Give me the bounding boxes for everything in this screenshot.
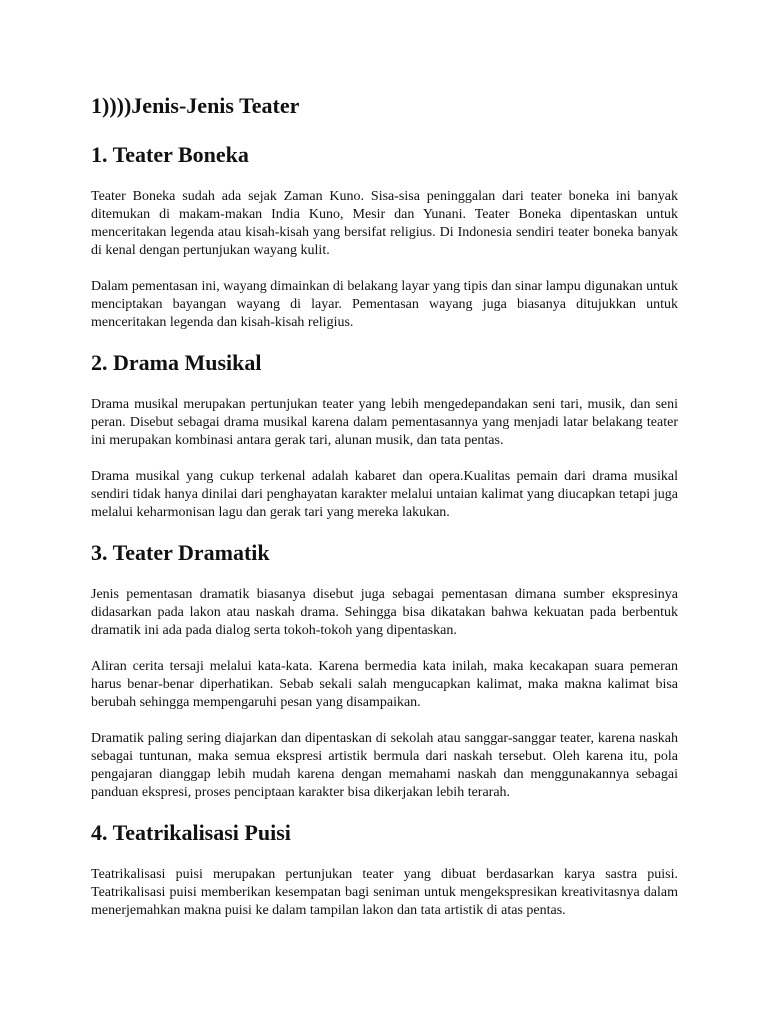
section-heading: 2. Drama Musikal [91,350,262,375]
document-title: 1))))Jenis-Jenis Teater [91,93,300,118]
section-heading: 3. Teater Dramatik [91,540,270,565]
paragraph: Teatrikalisasi puisi merupakan pertunjukan teater yang dibuat berdasarkan karya sastra puisi. Teatrikalisasi puisi memberikan kesempatan bagi seniman untuk mengekspresikan kreativitasnya dalam menerjemahkan makna puisi ke dalam tampilan lakon dan tata artistik di atas pentas. [91,867,678,918]
section-teater-boneka [91,142,678,332]
paragraph: Teater Boneka sudah ada sejak Zaman Kuno. Sisa-sisa peninggalan dari teater boneka ini banyak ditemukan di makam-makan India Kuno, Mesir dan Yunani. Teater Boneka dipentaskan untuk menceritakan legenda atau kisah-kisah yang bersifat religius. Di Indonesia sendiri teater boneka banyak di kenal dengan pertunjukan wayang kulit. [91,189,678,258]
paragraph: Drama musikal merupakan pertunjukan teater yang lebih mengedepandakan seni tari, musik, dan seni peran. Disebut sebagai drama musikal karena dalam pementasannya yang menjadi latar belakang teater ini merupakan kombinasi antara gerak tari, alunan musik, dan tata pentas. [91,397,678,448]
section-teatrikalisasi-puisi [91,820,678,920]
section-drama-musikal [91,350,678,522]
paragraph: Jenis pementasan dramatik biasanya disebut juga sebagai pementasan dimana sumber ekspresinya didasarkan pada lakon atau naskah drama. Sehingga bisa dikatakan bahwa kekuatan pada berbentuk dramatik ini ada pada dialog serta tokoh-tokoh yang dipentaskan. [91,587,678,638]
section-heading: 1. Teater Boneka [91,142,249,167]
section-teater-dramatik [91,540,678,802]
paragraph: Aliran cerita tersaji melalui kata-kata. Karena bermedia kata inilah, maka kecakapan suara pemeran harus benar-benar diperhatikan. Sebab sekali salah mengucapkan kalimat, maka makna kalimat bisa berubah sehingga mempengaruhi pesan yang disampaikan. [91,659,678,710]
paragraph: Dalam pementasan ini, wayang dimainkan di belakang layar yang tipis dan sinar lampu digunakan untuk menciptakan bayangan wayang di layar. Pementasan wayang juga biasanya ditujukkan untuk menceritakan legenda dan kisah-kisah religius. [91,279,678,330]
document-page [91,93,678,938]
paragraph: Dramatik paling sering diajarkan dan dipentaskan di sekolah atau sanggar-sanggar teater, karena naskah sebagai tuntunan, maka semua ekspresi artistik bermula dari naskah tersebut. Oleh karena itu, pola pengajaran dianggap lebih mudah karena dengan memahami naskah dan menggunakannya sebagai panduan ekspresi, proses penciptaan karakter bisa dikerjakan lebih terarah. [91,731,678,800]
paragraph: Drama musikal yang cukup terkenal adalah kabaret dan opera.Kualitas pemain dari drama musikal sendiri tidak hanya dinilai dari penghayatan karakter melalui untaian kalimat yang diucapkan tetapi juga melalui keharmonisan lagu dan gerak tari yang mereka lakukan. [91,469,678,520]
section-heading: 4. Teatrikalisasi Puisi [91,820,291,845]
